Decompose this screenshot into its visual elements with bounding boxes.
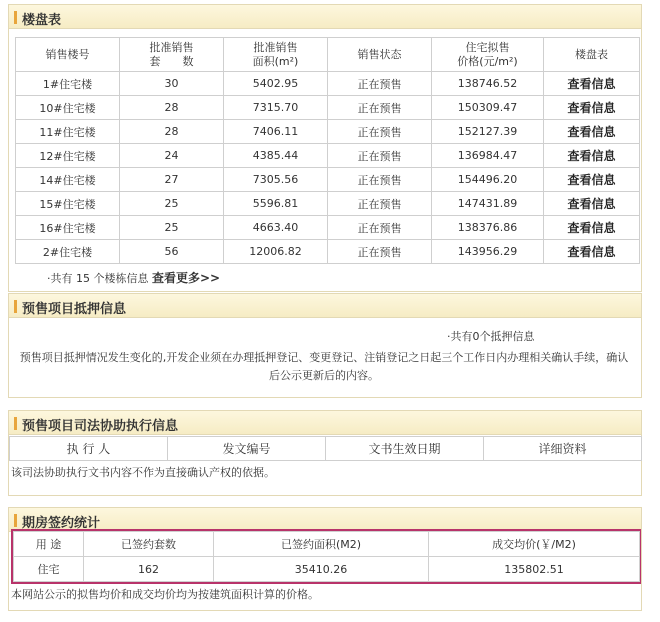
table-row [16,72,640,96]
cell-price: 154496.20 [432,168,544,192]
mortgage-info-panel [8,293,642,398]
building-count-text: ·共有 15 个楼栋信息 [47,272,149,285]
column-header-line: 价格(元/m²) [457,54,518,68]
building-list-panel [8,4,642,292]
section-marker-icon [14,300,17,313]
cell-building: 11#住宅楼 [16,120,120,144]
judicial-note: 该司法协助执行文书内容不作为直接确认产权的依据。 [11,466,275,479]
view-info-link[interactable]: 查看信息 [544,168,640,192]
cell-units: 25 [120,216,224,240]
table-row [16,120,640,144]
cell-status: 正在预售 [328,216,432,240]
cell-building: 2#住宅楼 [16,240,120,264]
cell-units: 27 [120,168,224,192]
cell-price: 150309.47 [432,96,544,120]
view-more-link[interactable]: 查看更多>> [152,271,221,285]
table-row [16,96,640,120]
column-header: 已签约套数 [84,532,214,557]
mortgage-note-line: 预售项目抵押情况发生变化的,开发企业须在办理抵押登记、变更登记、注销登记之日起三个工作日内办理相关确认手续，确认 [19,351,629,364]
table-header-row [10,437,642,461]
column-header: 用 途 [14,532,84,557]
panel-header [9,411,641,435]
cell-units: 24 [120,144,224,168]
cell-units: 28 [120,96,224,120]
mortgage-note [13,349,635,385]
mortgage-count-text: ·共有0个抵押信息 [447,330,535,343]
panel-title: 预售项目司法协助执行信息 [22,419,179,434]
cell-units: 28 [120,120,224,144]
column-header: 执 行 人 [10,437,168,461]
contract-stats-highlight [11,529,641,584]
panel-header [9,294,641,318]
column-header-line: 楼盘表 [575,47,608,61]
table-row [14,557,640,582]
panel-title: 期房签约统计 [22,516,101,531]
table-row [16,216,640,240]
column-header: 详细资料 [484,437,642,461]
cell-building: 15#住宅楼 [16,192,120,216]
contract-stats-table [13,531,640,582]
view-info-link[interactable]: 查看信息 [544,240,640,264]
table-cell: 135802.51 [429,557,640,582]
cell-price: 138746.52 [432,72,544,96]
cell-status: 正在预售 [328,192,432,216]
cell-status: 正在预售 [328,240,432,264]
table-row [16,240,640,264]
cell-area: 7315.70 [224,96,328,120]
table-row [16,168,640,192]
section-marker-icon [14,11,17,24]
mortgage-note-line: 后公示更新后的内容。 [269,369,379,382]
view-info-link[interactable]: 查看信息 [544,120,640,144]
table-row [16,144,640,168]
cell-status: 正在预售 [328,120,432,144]
column-header-line: 住宅拟售 [465,40,510,54]
view-info-link[interactable]: 查看信息 [544,192,640,216]
building-count-footer [47,269,220,286]
cell-price: 138376.86 [432,216,544,240]
cell-area: 12006.82 [224,240,328,264]
column-header: 已签约面积(M2) [214,532,429,557]
view-info-link[interactable]: 查看信息 [544,144,640,168]
building-table [15,37,640,264]
cell-price: 143956.29 [432,240,544,264]
cell-building: 10#住宅楼 [16,96,120,120]
section-marker-icon [14,417,17,430]
view-info-link[interactable]: 查看信息 [544,216,640,240]
judicial-info-panel [8,410,642,496]
column-header: 文书生效日期 [326,437,484,461]
cell-units: 25 [120,192,224,216]
table-header-row [14,532,640,557]
cell-area: 5402.95 [224,72,328,96]
cell-price: 152127.39 [432,120,544,144]
column-header-line: 批准销售 [149,40,194,54]
section-marker-icon [14,514,17,527]
contract-stats-note: 本网站公示的拟售均价和成交均价均为按建筑面积计算的价格。 [11,588,319,601]
column-header: 发文编号 [168,437,326,461]
cell-units: 56 [120,240,224,264]
column-header-line: 批准销售 [253,40,298,54]
table-row [16,192,640,216]
column-header-line: 销售楼号 [45,47,90,61]
table-cell: 162 [84,557,214,582]
judicial-table [9,436,642,461]
cell-building: 1#住宅楼 [16,72,120,96]
view-info-link[interactable]: 查看信息 [544,72,640,96]
panel-header [9,5,641,29]
cell-status: 正在预售 [328,168,432,192]
column-header-line: 套 数 [149,54,194,68]
cell-area: 7305.56 [224,168,328,192]
cell-status: 正在预售 [328,144,432,168]
cell-area: 4663.40 [224,216,328,240]
cell-area: 4385.44 [224,144,328,168]
column-header [432,38,544,72]
table-cell: 35410.26 [214,557,429,582]
cell-price: 136984.47 [432,144,544,168]
column-header [16,38,120,72]
column-header-line: 面积(m²) [252,54,299,68]
cell-status: 正在预售 [328,96,432,120]
column-header [224,38,328,72]
table-header-row [16,38,640,72]
column-header [120,38,224,72]
cell-building: 14#住宅楼 [16,168,120,192]
column-header: 成交均价(￥/M2) [429,532,640,557]
cell-units: 30 [120,72,224,96]
cell-area: 7406.11 [224,120,328,144]
cell-building: 16#住宅楼 [16,216,120,240]
panel-title: 楼盘表 [22,13,62,28]
column-header-line: 销售状态 [357,47,402,61]
cell-status: 正在预售 [328,72,432,96]
column-header [328,38,432,72]
table-cell: 住宅 [14,557,84,582]
column-header [544,38,640,72]
cell-price: 147431.89 [432,192,544,216]
panel-title: 预售项目抵押信息 [22,302,127,317]
cell-area: 5596.81 [224,192,328,216]
view-info-link[interactable]: 查看信息 [544,96,640,120]
contract-stats-panel [8,507,642,611]
cell-building: 12#住宅楼 [16,144,120,168]
